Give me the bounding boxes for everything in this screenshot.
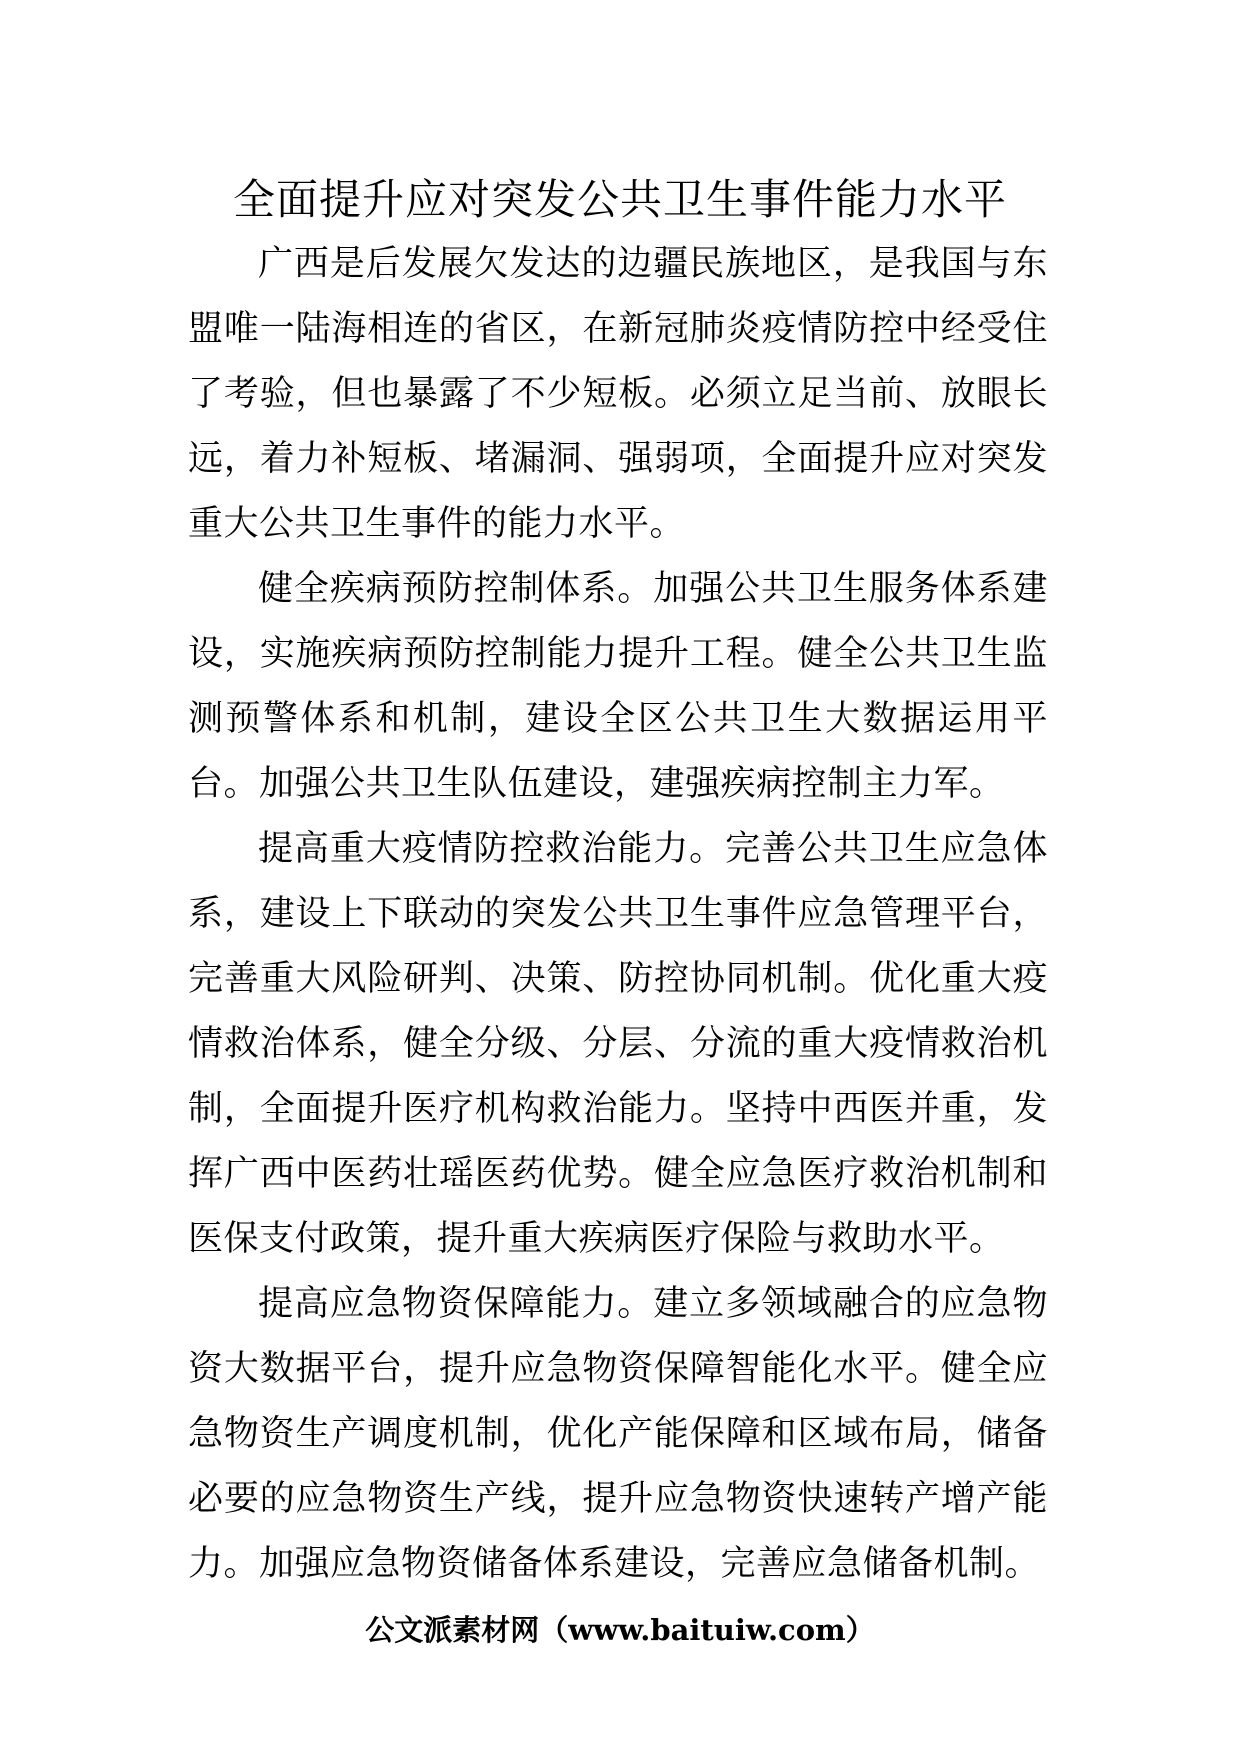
footer-watermark: 公文派素材网（www.baituiw.com）: [365, 1613, 875, 1647]
paragraph-intro: 广西是后发展欠发达的边疆民族地区，是我国与东盟唯一陆海相连的省区，在新冠肺炎疫情防控中经受住了考验，但也暴露了不少短板。必须立足当前、放眼长远，着力补短板、堵漏洞、强弱项，全面提升应对突发重大公共卫生事件的能力水平。: [188, 244, 1048, 544]
document-title: 全面提升应对突发公共卫生事件能力水平: [232, 175, 1007, 224]
paragraph-epidemic-treatment: 提高重大疫情防控救治能力。完善公共卫生应急体系，建设上下联动的突发公共卫生事件应急管理平台，完善重大风险研判、决策、防控协同机制。优化重大疫情救治体系，健全分级、分层、分流的重大疫情救治机制，全面提升医疗机构救治能力。坚持中西医并重，发挥广西中医药壮瑶医药优势。健全应急医疗救治机制和医保支付政策，提升重大疾病医疗保险与救助水平。: [188, 829, 1048, 1259]
document-body: [188, 232, 1048, 1597]
paragraph-emergency-supplies: 提高应急物资保障能力。建立多领域融合的应急物资大数据平台，提升应急物资保障智能化水平。健全应急物资生产调度机制，优化产能保障和区域布局，储备必要的应急物资生产线，提升应急物资快速转产增产能力。加强应急物资储备体系建设，完善应急储备机制。: [188, 1284, 1048, 1584]
paragraph-disease-prevention: 健全疾病预防控制体系。加强公共卫生服务体系建设，实施疾病预防控制能力提升工程。健全公共卫生监测预警体系和机制，建设全区公共卫生大数据运用平台。加强公共卫生队伍建设，建强疾病控制主力军。: [188, 569, 1048, 804]
